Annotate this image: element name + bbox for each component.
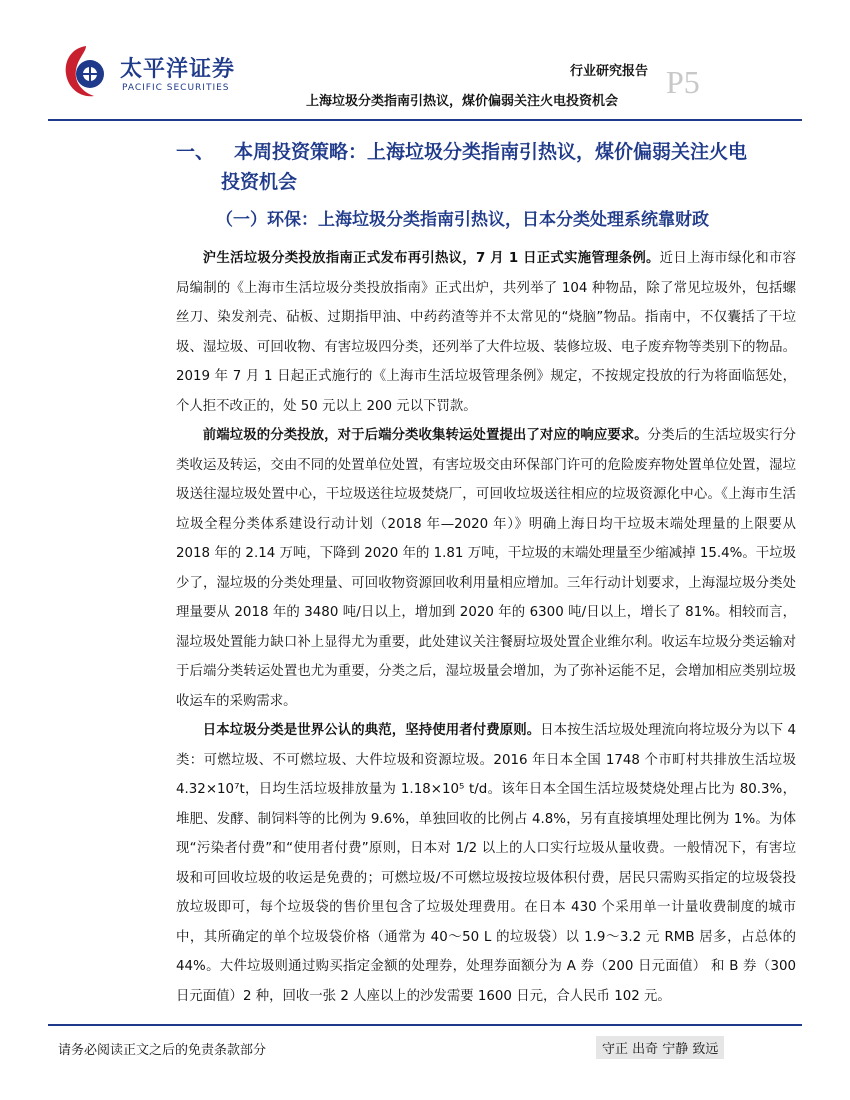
paragraph-lead: 沪生活垃圾分类投放指南正式发布再引热议，7 月 1 日正式实施管理条例。	[202, 251, 660, 266]
paragraph-text: 日本按生活垃圾处理流向将垃圾分为以下 4 类：可燃垃圾、不可燃垃圾、大件垃圾和资源垃圾。2016 年日本全国 1748 个市町村共排放生活垃圾 4.32×10⁷t，日均生活垃圾排放量为 1.18×10⁵ t/d。该年日本全国生活垃圾焚烧处理占比为 80.3%，堆肥、发酵、制饲料等的比例为 9.6%，单独回收的比例占 4.8%，另有直接填埋处理比例为 1%。为体现“污染者付费”和“使用者付费”原则，日本对 1/2 以上的人口实行垃圾从量收费。一般情况下，有害垃圾和可回收垃圾的收运是免费的；可燃垃圾/不可燃垃圾按垃圾体积付费，居民只需购买指定的垃圾袋投放垃圾即可，每个垃圾袋的售价里包含了垃圾处理费用。在日本 430 个采用单一计量收费制度的城市中，其所确定的单个垃圾袋价格（通常为 40～50 L 的垃圾袋）以 1.9～3.2 元 RMB 居多，占总体的 44%。大件垃圾则通过购买指定金额的处理券，处理券面额分为 A 券（200 日元面值） 和 B 券（300 日元面值）2 种，回收一张 2 人座以上的沙发需要 1600 日元，合人民币 102 元。	[176, 723, 797, 1004]
paragraph-text: 分类后的生活垃圾实行分类收运及转运，交由不同的处置单位处置，有害垃圾交由环保部门许可的危险废弃物处置单位处置，湿垃圾送往湿垃圾处置中心，干垃圾送往垃圾焚烧厂，可回收垃圾送往相应的垃圾资源化中心。《上海市生活垃圾全程分类体系建设行动计划（2018 年—2020 年）》明确上海日均干垃圾末端处理量的上限要从 2018 年的 2.14 万吨，下降到 2020 年的 1.81 万吨，干垃圾的末端处理量至少缩减掉 15.4%。干垃圾少了，湿垃圾的分类处理量、可回收物资源回收利用量相应增加。三年行动计划要求，上海湿垃圾分类处理量要从 2018 年的 3480 吨/日以上，增加到 2020 年的 6300 吨/日以上，增长了 81%。相较而言，湿垃圾处置能力缺口补上显得尤为重要，此处建议关注餐厨垃圾处置企业维尔利。收运车垃圾分类运输对于后端分类转运处置也尤为重要，分类之后，湿垃圾量会增加，为了弥补运能不足，会增加相应类别垃圾收运车的采购需求。	[176, 428, 797, 709]
page-number: P5	[666, 64, 700, 100]
subsection-heading: （一）环保：上海垃圾分类指南引热议，日本分类处理系统靠财政	[216, 210, 709, 230]
section-number: 一、	[176, 141, 215, 163]
paragraph	[176, 244, 796, 421]
paragraph-lead: 日本垃圾分类是世界公认的典范，坚持使用者付费原则。	[202, 723, 541, 738]
section-heading	[176, 137, 806, 197]
company-logo	[60, 42, 260, 112]
section-title-line1: 本周投资策略：上海垃圾分类指南引热议，煤价偏弱关注火电	[234, 141, 748, 163]
footer-disclaimer: 请务必阅读正文之后的免责条款部分	[58, 1043, 267, 1058]
paragraph	[176, 421, 796, 716]
header-rule	[48, 119, 802, 121]
paragraph-lead: 前端垃圾的分类投放，对于后端分类收集转运处置提出了对应的响应要求。	[202, 428, 648, 443]
logo-english-name: PACIFIC SECURITIES	[122, 83, 230, 93]
paragraph	[176, 716, 796, 1011]
section-title-line2: 投资机会	[221, 171, 298, 193]
pacific-securities-logo-icon	[60, 42, 112, 102]
running-title: 上海垃圾分类指南引热议，煤价偏弱关注火电投资机会	[306, 94, 619, 109]
paragraph-text: 近日上海市绿化和市容局编制的《上海市生活垃圾分类投放指南》正式出炉，共列举了 104 种物品，除了常见垃圾外，包括螺丝刀、染发剂壳、砧板、过期指甲油、中药药渣等并不太常见的“烧脑”物品。指南中，不仅囊括了干垃圾、湿垃圾、可回收物、有害垃圾四分类，还列举了大件垃圾、装修垃圾、电子废弃物等类别下的物品。2019 年 7 月 1 日起正式施行的《上海市生活垃圾管理条例》规定，不按规定投放的行为将面临惩处，个人拒不改正的，处 50 元以上 200 元以下罚款。	[176, 251, 796, 414]
footer-motto: 守正 出奇 宁静 致远	[596, 1036, 724, 1059]
report-type: 行业研究报告	[570, 64, 649, 79]
body-text	[176, 244, 796, 1011]
logo-chinese-name: 太平洋证券	[120, 57, 236, 82]
footer-rule	[48, 1024, 802, 1026]
